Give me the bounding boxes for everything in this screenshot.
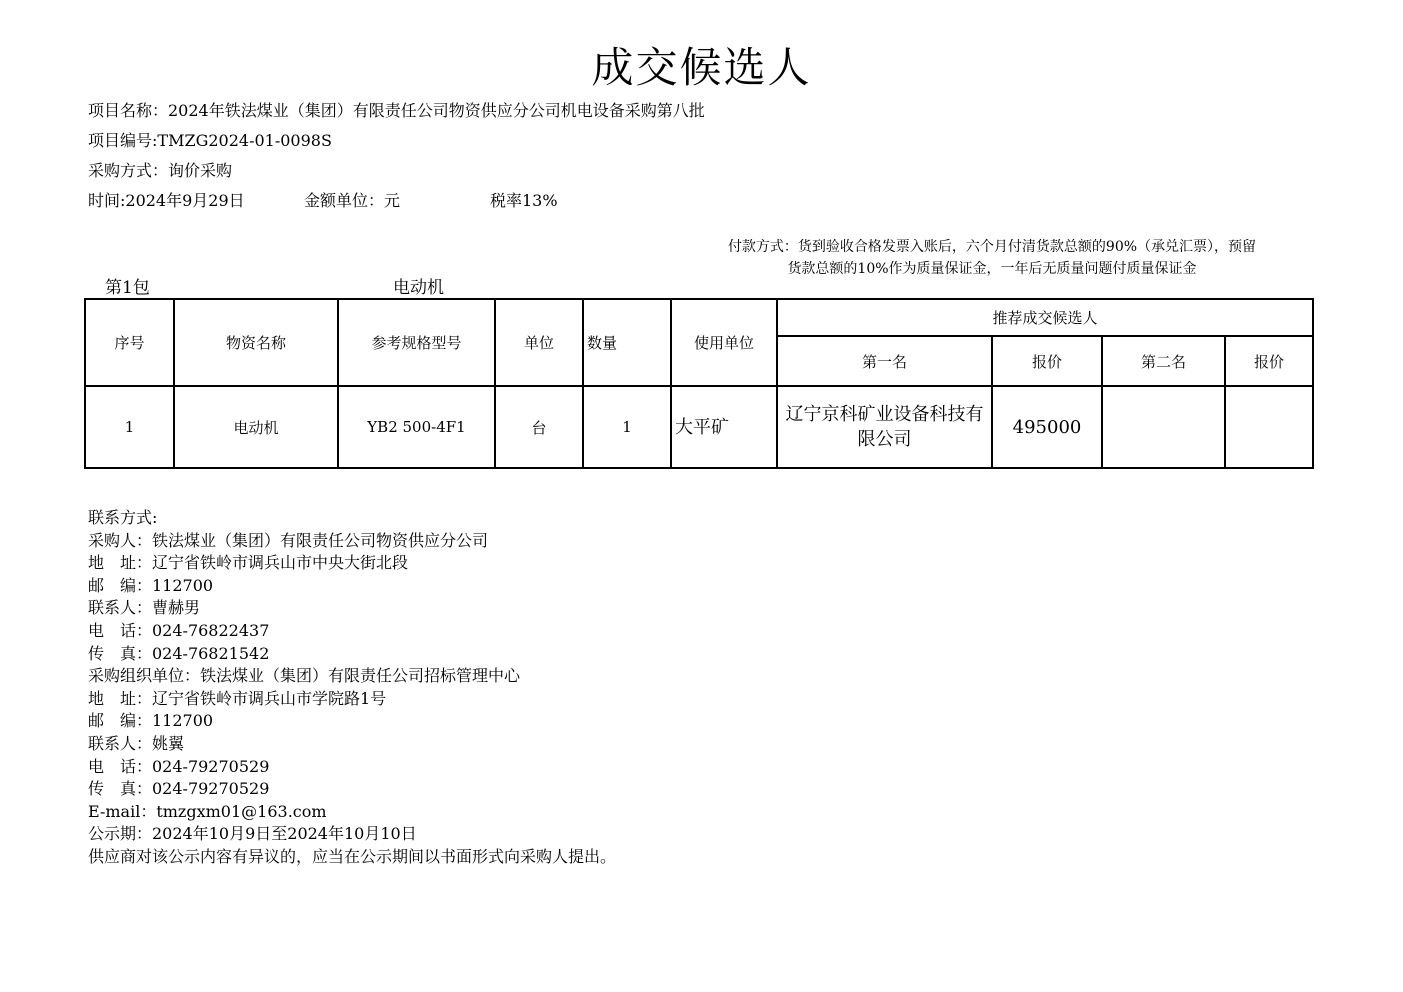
currency-unit: 金额单位：元 [304, 191, 401, 210]
contact-line: 公示期：2024年10月9日至2024年10月10日 [88, 824, 417, 844]
contact-line: 采购组织单位：铁法煤业（集团）有限责任公司招标管理中心 [88, 666, 521, 686]
header-row-1 [85, 299, 1313, 336]
cell-unit: 台 [495, 386, 583, 468]
contact-info [88, 507, 616, 869]
page-title: 成交候选人 [591, 43, 812, 92]
header-price-2: 报价 [1225, 336, 1313, 386]
contact-line: 邮 编：112700 [88, 711, 214, 731]
contact-line: 电 话：024-79270529 [88, 756, 270, 776]
header-first: 第一名 [777, 336, 992, 386]
contact-line: E-mail：tmzgxm01@163.com [88, 801, 327, 821]
procurement-method: 采购方式：询价采购 [88, 161, 233, 180]
cell-price-1: 495000 [992, 386, 1102, 468]
header-price-1: 报价 [992, 336, 1102, 386]
cell-first-candidate: 辽宁京科矿业设备科技有限公司 [777, 386, 992, 468]
header-recommend: 推荐成交候选人 [777, 299, 1313, 336]
payment-line-1: 付款方式：货到验收合格发票入账后，六个月付清货款总额的90%（承兑汇票），预留 [727, 239, 1257, 255]
header-spec: 参考规格型号 [338, 299, 495, 386]
payment-line-2: 货款总额的10%作为质量保证金，一年后无质量问题付质量保证金 [787, 261, 1197, 277]
contact-line: 地 址：辽宁省铁岭市调兵山市中央大街北段 [88, 553, 409, 573]
package-name: 电动机 [393, 278, 444, 298]
contact-line: 传 真：024-76821542 [88, 643, 270, 663]
package-label: 第1包 [105, 278, 150, 298]
meta-line [88, 190, 558, 212]
contact-line: 采购人：铁法煤业（集团）有限责任公司物资供应分公司 [88, 530, 489, 550]
table-row [85, 386, 1313, 468]
project-name: 项目名称：2024年铁法煤业（集团）有限责任公司物资供应分公司机电设备采购第八批 [88, 101, 705, 120]
cell-item-name: 电动机 [174, 386, 338, 468]
contact-line: 联系人：曹赫男 [88, 598, 201, 618]
cell-user-unit: 大平矿 [671, 386, 777, 468]
header-seq: 序号 [85, 299, 174, 386]
cell-price-2 [1225, 386, 1313, 468]
cell-qty: 1 [583, 386, 671, 468]
contact-line: 联系方式: [88, 508, 158, 527]
contact-line: 传 真：024-79270529 [88, 779, 270, 799]
header-unit: 单位 [495, 299, 583, 386]
contact-line: 地 址：辽宁省铁岭市调兵山市学院路1号 [88, 688, 387, 708]
contact-line: 邮 编：112700 [88, 575, 214, 595]
cell-seq: 1 [85, 386, 174, 468]
cell-spec: YB2 500-4F1 [338, 386, 495, 468]
tax-rate: 税率13% [490, 191, 558, 210]
contact-line: 联系人：姚翼 [88, 733, 185, 753]
header-qty: 数量 [583, 299, 671, 386]
contact-line: 电 话：024-76822437 [88, 620, 270, 640]
cell-second-candidate [1102, 386, 1225, 468]
candidate-table [84, 298, 1314, 469]
header-item-name: 物资名称 [174, 299, 338, 386]
header-second: 第二名 [1102, 336, 1225, 386]
contact-line: 供应商对该公示内容有异议的，应当在公示期间以书面形式向采购人提出。 [88, 846, 617, 866]
project-code: 项目编号:TMZG2024-01-0098S [88, 131, 332, 150]
header-user-unit: 使用单位 [671, 299, 777, 386]
date-text: 时间:2024年9月29日 [88, 191, 245, 210]
payment-terms [672, 236, 1312, 280]
